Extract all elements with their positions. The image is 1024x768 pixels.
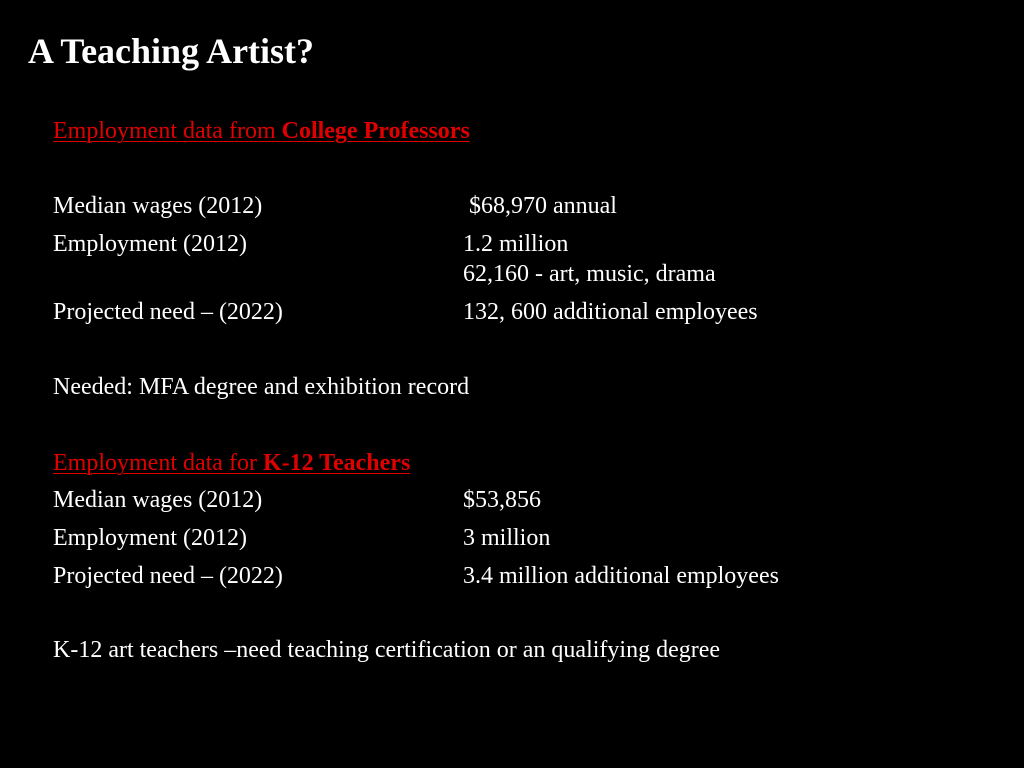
college-row-value: 1.2 million xyxy=(463,231,569,257)
college-row-label: Projected need – (2022) xyxy=(53,299,283,325)
k12-heading-emph: K-12 Teachers xyxy=(262,450,411,476)
k12-note: K-12 art teachers –need teaching certification or an qualifying degree xyxy=(53,637,721,663)
college-row-employment xyxy=(53,229,953,289)
k12-heading xyxy=(53,448,410,478)
k12-row-label: Employment (2012) xyxy=(53,525,247,551)
college-row-value: 132, 600 additional employees xyxy=(463,299,758,325)
k12-row-value: 3 million xyxy=(463,525,551,551)
k12-row-wages xyxy=(53,485,953,515)
k12-row-projected xyxy=(53,561,953,591)
college-heading-prefix: Employment data from xyxy=(53,118,282,144)
k12-row-employment xyxy=(53,523,953,553)
college-heading-emph: College Professors xyxy=(281,118,470,144)
k12-row-label: Projected need – (2022) xyxy=(53,563,283,589)
slide-title: A Teaching Artist? xyxy=(28,31,315,71)
college-row-label: Median wages (2012) xyxy=(53,193,263,219)
college-heading xyxy=(53,116,470,146)
college-row-value: $68,970 annual xyxy=(463,193,617,219)
k12-row-label: Median wages (2012) xyxy=(53,487,263,513)
college-row-subvalue: 62,160 - art, music, drama xyxy=(463,261,716,287)
college-note: Needed: MFA degree and exhibition record xyxy=(53,374,470,400)
k12-row-value: $53,856 xyxy=(463,487,541,513)
college-row-projected xyxy=(53,297,953,327)
college-row-label: Employment (2012) xyxy=(53,231,247,257)
k12-row-value: 3.4 million additional employees xyxy=(463,563,779,589)
college-row-wages xyxy=(53,191,953,221)
k12-heading-prefix: Employment data for xyxy=(53,450,263,476)
